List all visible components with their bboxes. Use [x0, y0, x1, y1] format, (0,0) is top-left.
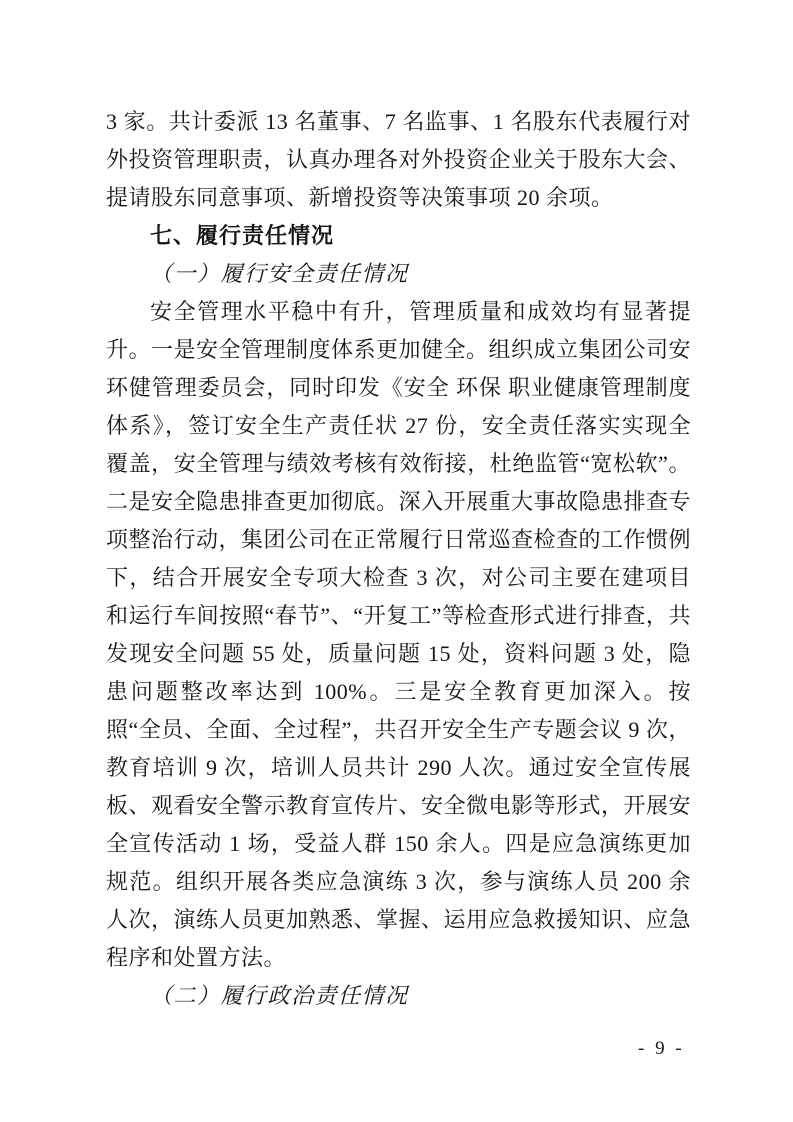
subsection-heading: （一）履行安全责任情况	[150, 261, 409, 286]
body-paragraph-continued: 3 家。共计委派 13 名董事、7 名监事、1 名股东代表履行对外投资管理职责，认真办理各对外投资企业关于股东大会、提请股东同意事项、新增投资等决策事项 20 余项。	[106, 109, 692, 210]
body-paragraph: 安全管理水平稳中有升，管理质量和成效均有显著提升。一是安全管理制度体系更加健全。组织成立集团公司安环健管理委员会，同时印发《安全 环保 职业健康管理制度体系》，签订安全生产责任状 27 份，安全责任落实实现全覆盖，安全管理与绩效考核有效衔接，杜绝监管“宽松软”。二是安全隐患排查更加彻底。深入开展重大事故隐患排查专项整治行动，集团公司在正常履行日常巡查检查的工作惯例下，结合开展安全专项大检查 3 次，对公司主要在建项目和运行车间按照“春节”、“开复工”等检查形式进行排查，共发现安全问题 55 处，质量问题 15 处，资料问题 3 处，隐患问题整改率达到 100%。三是安全教育更加深入。按照“全员、全面、全过程”，共召开安全生产专题会议 9 次，教育培训 9 次，培训人员共计 290 人次。通过安全宣传展板、观看安全警示教育宣传片、安全微电影等形式，开展安全宣传活动 1 场，受益人群 150 余人。四是应急演练更加规范。组织开展各类应急演练 3 次，参与演练人员 200 余人次，演练人员更加熟悉、掌握、运用应急救援知识、应急程序和处置方法。	[106, 299, 692, 970]
page-number: - 9 -	[638, 1038, 685, 1059]
subsection-heading: （二）履行政治责任情况	[150, 983, 409, 1008]
section-heading: 七、履行责任情况	[150, 223, 335, 248]
document-body	[106, 103, 691, 1015]
